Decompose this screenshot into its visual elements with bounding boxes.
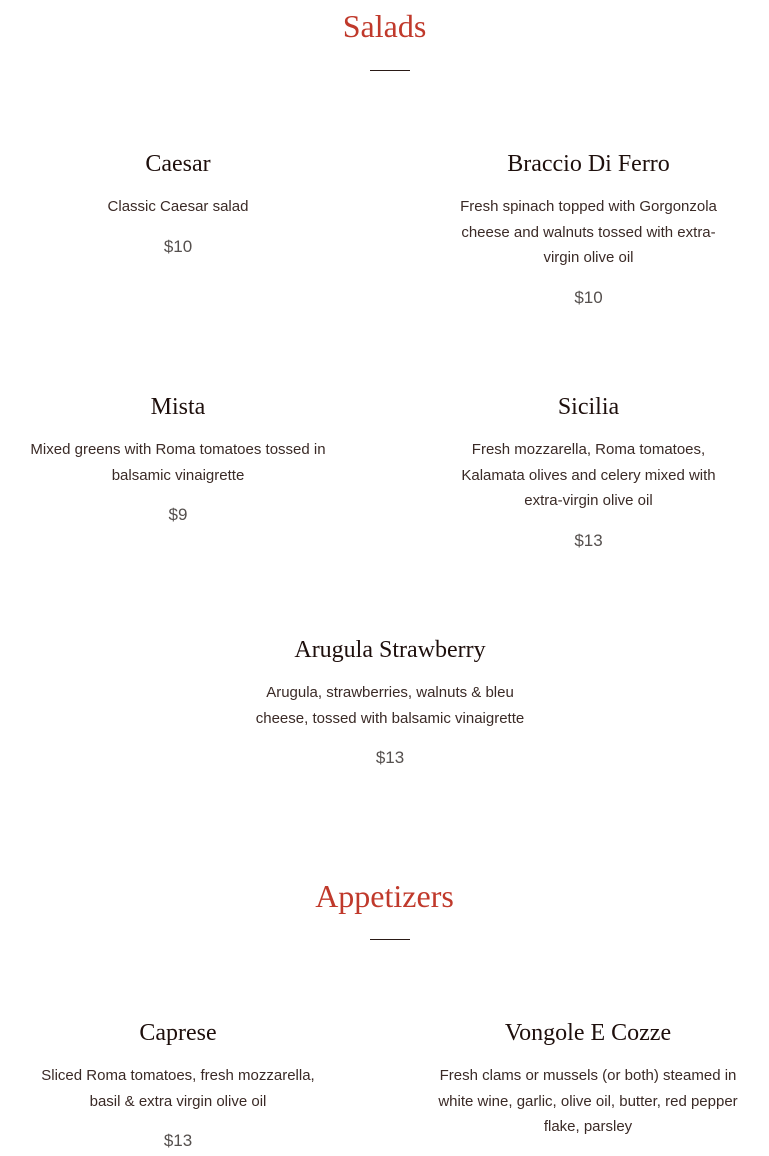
- item-description: Classic Caesar salad: [107, 198, 249, 215]
- item-price: $13: [163, 1131, 193, 1150]
- item-description: Fresh clams or mussels (or both) steamed in white wine, garlic, olive oil, butter, red pepper flake, parsley: [438, 1067, 738, 1135]
- item-name: Braccio Di Ferro: [507, 151, 670, 177]
- item-price: $13: [574, 530, 603, 550]
- item-price: $10: [574, 287, 603, 307]
- menu-item: [438, 1021, 738, 1140]
- item-description: Fresh spinach topped with Gorgonzola cheese and walnuts tossed with extra-virgin olive oil: [460, 198, 717, 266]
- menu-item: [450, 395, 727, 549]
- item-name: Mista: [150, 394, 206, 420]
- section-divider: [370, 939, 410, 940]
- menu-item: [240, 638, 540, 766]
- section-title-appetizers: Appetizers: [315, 878, 454, 914]
- item-name: Caesar: [145, 151, 211, 177]
- item-price: $10: [163, 236, 193, 256]
- menu-item: [28, 1021, 328, 1149]
- item-name: Arugula Strawberry: [294, 637, 486, 663]
- menu-item: [28, 152, 328, 255]
- item-description: Sliced Roma tomatoes, fresh mozzarella, basil & extra virgin olive oil: [41, 1067, 315, 1110]
- item-description: Fresh mozzarella, Roma tomatoes, Kalamata olives and celery mixed with extra-virgin olive oil: [461, 441, 716, 509]
- item-name: Sicilia: [557, 394, 620, 420]
- item-description: Arugula, strawberries, walnuts & bleu cheese, tossed with balsamic vinaigrette: [255, 684, 525, 727]
- item-price: $9: [168, 505, 188, 524]
- menu-item: [446, 152, 731, 306]
- section-title-salads: Salads: [342, 8, 427, 44]
- item-name: Caprese: [139, 1020, 217, 1046]
- item-price: $13: [375, 748, 405, 767]
- menu-item: [28, 395, 328, 523]
- item-description: Mixed greens with Roma tomatoes tossed in balsamic vinaigrette: [30, 441, 326, 484]
- section-divider: [370, 70, 410, 71]
- item-name: Vongole E Cozze: [504, 1020, 672, 1046]
